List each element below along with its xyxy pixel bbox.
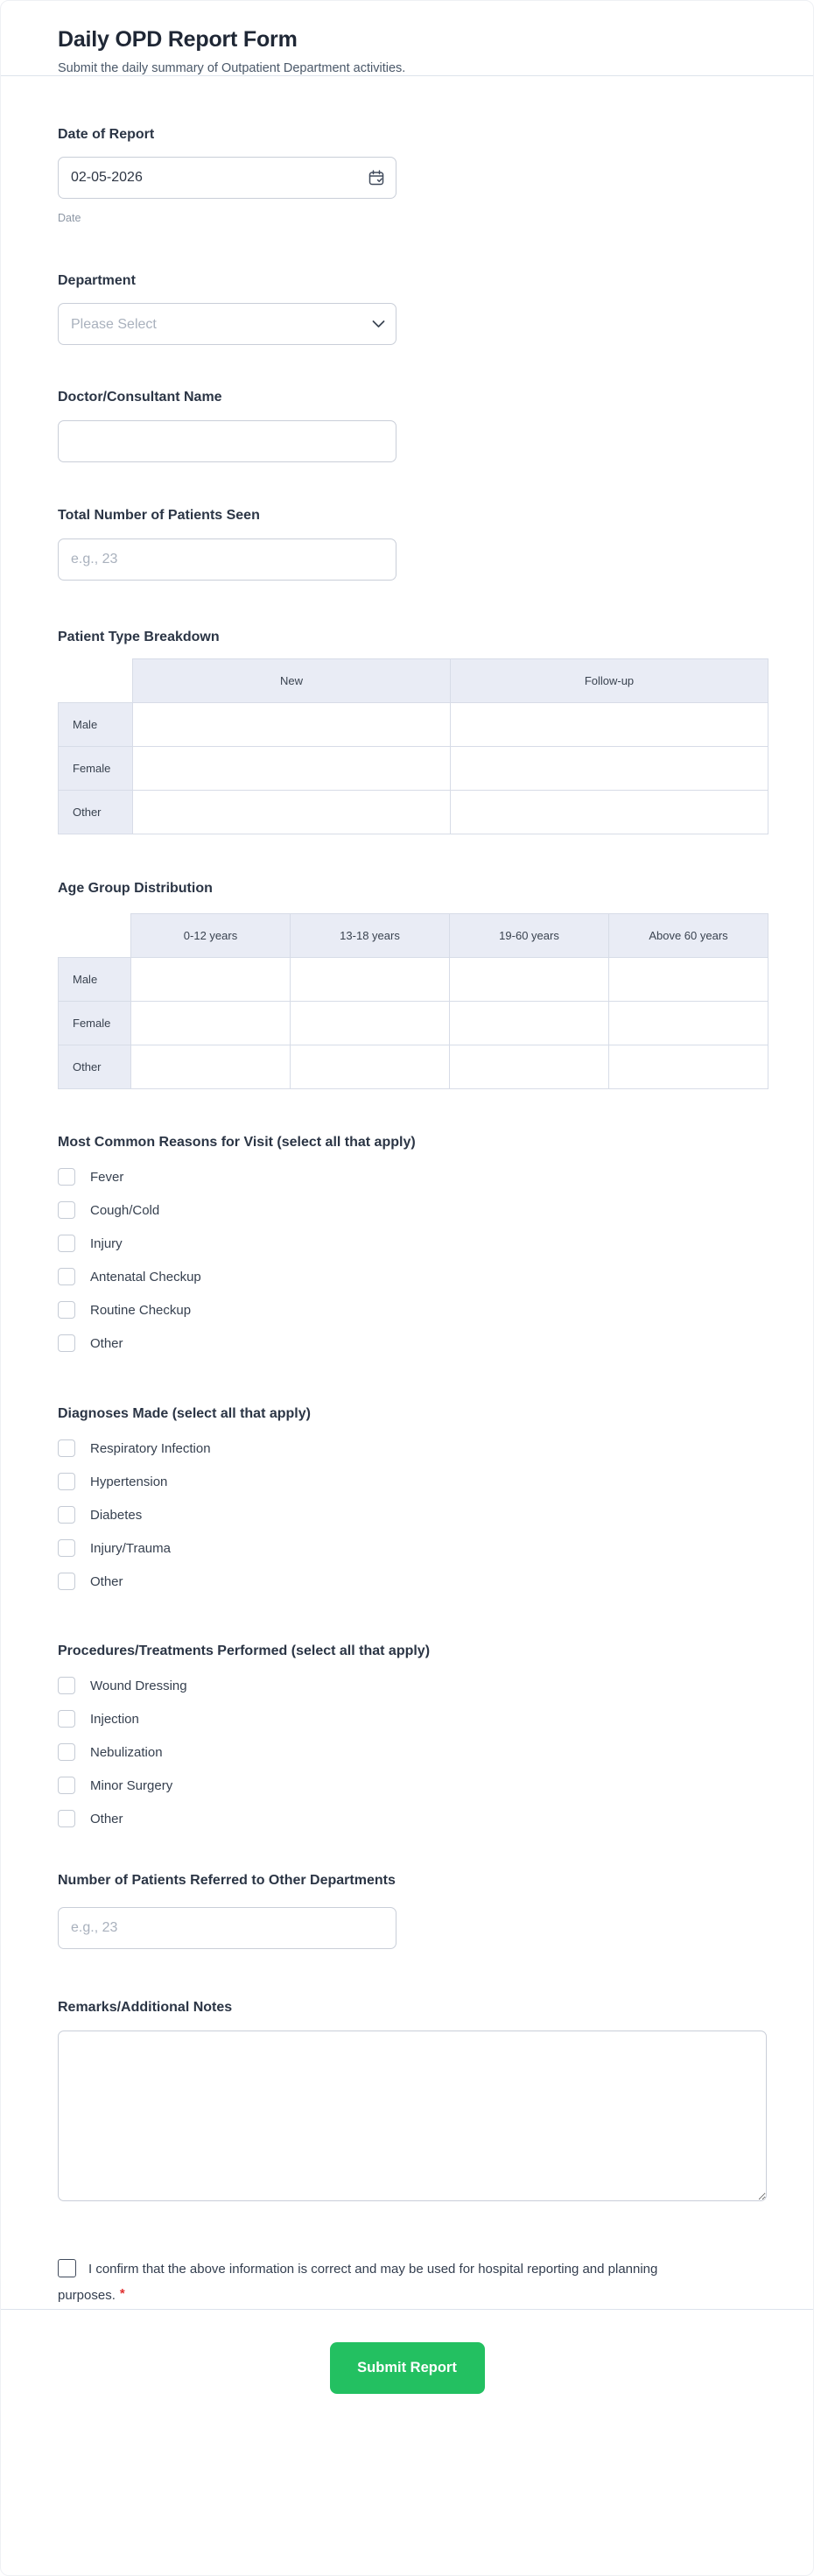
remarks-textarea[interactable] [58, 2031, 767, 2201]
table-cell-other-19-60[interactable] [450, 1045, 609, 1089]
field-label-remarks: Remarks/Additional Notes [58, 2000, 233, 2015]
table-cell-other-0-12[interactable] [131, 1045, 291, 1089]
department-select[interactable] [58, 303, 396, 345]
doctor-name-input[interactable] [58, 420, 396, 462]
checkbox-option-label: Fever [90, 1169, 124, 1185]
table-cell-female-19-60[interactable] [450, 1002, 609, 1045]
row-label-male: Male [59, 958, 131, 1002]
group-label-reasons: Most Common Reasons for Visit (select all that apply) [58, 1135, 416, 1150]
table-row [59, 747, 768, 791]
field-label-doctor-name: Doctor/Consultant Name [58, 390, 222, 405]
table-cell-male-new[interactable] [133, 703, 451, 747]
reasons-checkbox-group [58, 1168, 765, 1352]
procedures-checkbox-group [58, 1677, 765, 1827]
checkbox-option-label: Nebulization [90, 1744, 163, 1760]
page-title: Daily OPD Report Form [58, 27, 298, 52]
table-cell-male-19-60[interactable] [450, 958, 609, 1002]
table-title-age-group: Age Group Distribution [58, 881, 213, 896]
checkbox-option-label: Antenatal Checkup [90, 1269, 201, 1284]
column-header-13-18: 13-18 years [291, 914, 450, 958]
table-cell-male-0-12[interactable] [131, 958, 291, 1002]
table-cell-female-0-12[interactable] [131, 1002, 291, 1045]
checkbox-option-cough-cold[interactable] [58, 1201, 765, 1219]
checkbox-injury-trauma[interactable] [58, 1539, 75, 1557]
required-asterisk: * [119, 2286, 125, 2301]
checkbox-option-label: Injury/Trauma [90, 1540, 171, 1556]
checkbox-option-label: Other [90, 1335, 123, 1351]
column-header-follow-up: Follow-up [451, 659, 768, 703]
submit-report-button[interactable]: Submit Report [330, 2342, 485, 2394]
field-helper-date: Date [58, 212, 81, 224]
form-header [1, 1, 813, 75]
confirmation-text: I confirm that the above information is correct and may be used for hospital reporting and planning purposes. [58, 2262, 658, 2303]
field-label-department: Department [58, 273, 136, 288]
table-corner-cell [59, 914, 131, 958]
checkbox-option-diabetes[interactable] [58, 1506, 765, 1524]
checkbox-option-label: Other [90, 1811, 123, 1826]
table-cell-female-followup[interactable] [451, 747, 768, 791]
row-label-other: Other [59, 791, 133, 834]
header-divider [1, 75, 813, 76]
column-header-19-60: 19-60 years [450, 914, 609, 958]
checkbox-option-injection[interactable] [58, 1710, 765, 1728]
column-header-above-60: Above 60 years [609, 914, 768, 958]
patient-type-table [58, 658, 768, 834]
checkbox-cough-cold[interactable] [58, 1201, 75, 1219]
checkbox-option-minor-surgery[interactable] [58, 1777, 765, 1794]
bottom-spacer [1, 2394, 813, 2439]
table-title-patient-type: Patient Type Breakdown [58, 630, 220, 644]
checkbox-option-label: Injection [90, 1711, 139, 1727]
checkbox-option-injury-trauma[interactable] [58, 1539, 765, 1557]
field-label-referred: Number of Patients Referred to Other Departments [58, 1873, 396, 1888]
confirmation-checkbox[interactable] [58, 2259, 76, 2277]
checkbox-option-routine-checkup[interactable] [58, 1301, 765, 1319]
row-label-female: Female [59, 747, 133, 791]
table-cell-male-13-18[interactable] [291, 958, 450, 1002]
checkbox-reason-other[interactable] [58, 1334, 75, 1352]
table-row [59, 1045, 768, 1089]
checkbox-option-fever[interactable] [58, 1168, 765, 1186]
confirmation-row[interactable] [58, 2256, 670, 2309]
column-header-new: New [133, 659, 451, 703]
referred-patients-input[interactable] [58, 1907, 396, 1949]
checkbox-option-label: Other [90, 1573, 123, 1589]
checkbox-option-reason-other[interactable] [58, 1334, 765, 1352]
table-cell-male-followup[interactable] [451, 703, 768, 747]
checkbox-wound-dressing[interactable] [58, 1677, 75, 1694]
checkbox-option-nebulization[interactable] [58, 1743, 765, 1761]
checkbox-respiratory-infection[interactable] [58, 1439, 75, 1457]
table-cell-other-above-60[interactable] [609, 1045, 768, 1089]
footer-divider [1, 2309, 813, 2310]
checkbox-option-hypertension[interactable] [58, 1473, 765, 1490]
checkbox-option-procedure-other[interactable] [58, 1810, 765, 1827]
table-cell-female-new[interactable] [133, 747, 451, 791]
table-cell-other-13-18[interactable] [291, 1045, 450, 1089]
table-row [59, 1002, 768, 1045]
table-cell-female-above-60[interactable] [609, 1002, 768, 1045]
table-cell-male-above-60[interactable] [609, 958, 768, 1002]
table-cell-other-new[interactable] [133, 791, 451, 834]
checkbox-diabetes[interactable] [58, 1506, 75, 1524]
checkbox-injection[interactable] [58, 1710, 75, 1728]
field-label-total-patients: Total Number of Patients Seen [58, 508, 260, 523]
date-of-report-input[interactable] [58, 157, 396, 199]
checkbox-option-label: Injury [90, 1235, 123, 1251]
table-row [59, 703, 768, 747]
checkbox-fever[interactable] [58, 1168, 75, 1186]
checkbox-diagnosis-other[interactable] [58, 1573, 75, 1590]
row-label-other: Other [59, 1045, 131, 1089]
checkbox-option-label: Respiratory Infection [90, 1440, 211, 1456]
table-row [59, 958, 768, 1002]
group-label-diagnoses: Diagnoses Made (select all that apply) [58, 1406, 311, 1421]
checkbox-option-injury[interactable] [58, 1235, 765, 1252]
checkbox-routine-checkup[interactable] [58, 1301, 75, 1319]
checkbox-option-respiratory-infection[interactable] [58, 1439, 765, 1457]
checkbox-option-label: Cough/Cold [90, 1202, 160, 1218]
table-corner-cell [59, 659, 133, 703]
checkbox-option-label: Minor Surgery [90, 1777, 173, 1793]
checkbox-option-label: Wound Dressing [90, 1678, 187, 1693]
row-label-female: Female [59, 1002, 131, 1045]
group-label-procedures: Procedures/Treatments Performed (select all that apply) [58, 1643, 431, 1658]
total-patients-input[interactable] [58, 538, 396, 581]
table-cell-other-followup[interactable] [451, 791, 768, 834]
checkbox-option-antenatal-checkup[interactable] [58, 1268, 765, 1285]
checkbox-option-diagnosis-other[interactable] [58, 1573, 765, 1590]
checkbox-option-label: Diabetes [90, 1507, 143, 1523]
form-body [1, 125, 813, 2309]
page-subtitle: Submit the daily summary of Outpatient Department activities. [58, 61, 406, 75]
checkbox-antenatal-checkup[interactable] [58, 1268, 75, 1285]
checkbox-procedure-other[interactable] [58, 1810, 75, 1827]
age-group-table [58, 913, 768, 1089]
checkbox-option-label: Routine Checkup [90, 1302, 192, 1318]
row-label-male: Male [59, 703, 133, 747]
checkbox-nebulization[interactable] [58, 1743, 75, 1761]
checkbox-injury[interactable] [58, 1235, 75, 1252]
calendar-icon[interactable] [368, 169, 385, 187]
diagnoses-checkbox-group [58, 1439, 765, 1590]
field-label-date-of-report: Date of Report [58, 127, 155, 142]
checkbox-option-wound-dressing[interactable] [58, 1677, 765, 1694]
checkbox-option-label: Hypertension [90, 1474, 168, 1489]
checkbox-hypertension[interactable] [58, 1473, 75, 1490]
checkbox-minor-surgery[interactable] [58, 1777, 75, 1794]
column-header-0-12: 0-12 years [131, 914, 291, 958]
table-cell-female-13-18[interactable] [291, 1002, 450, 1045]
table-row [59, 791, 768, 834]
